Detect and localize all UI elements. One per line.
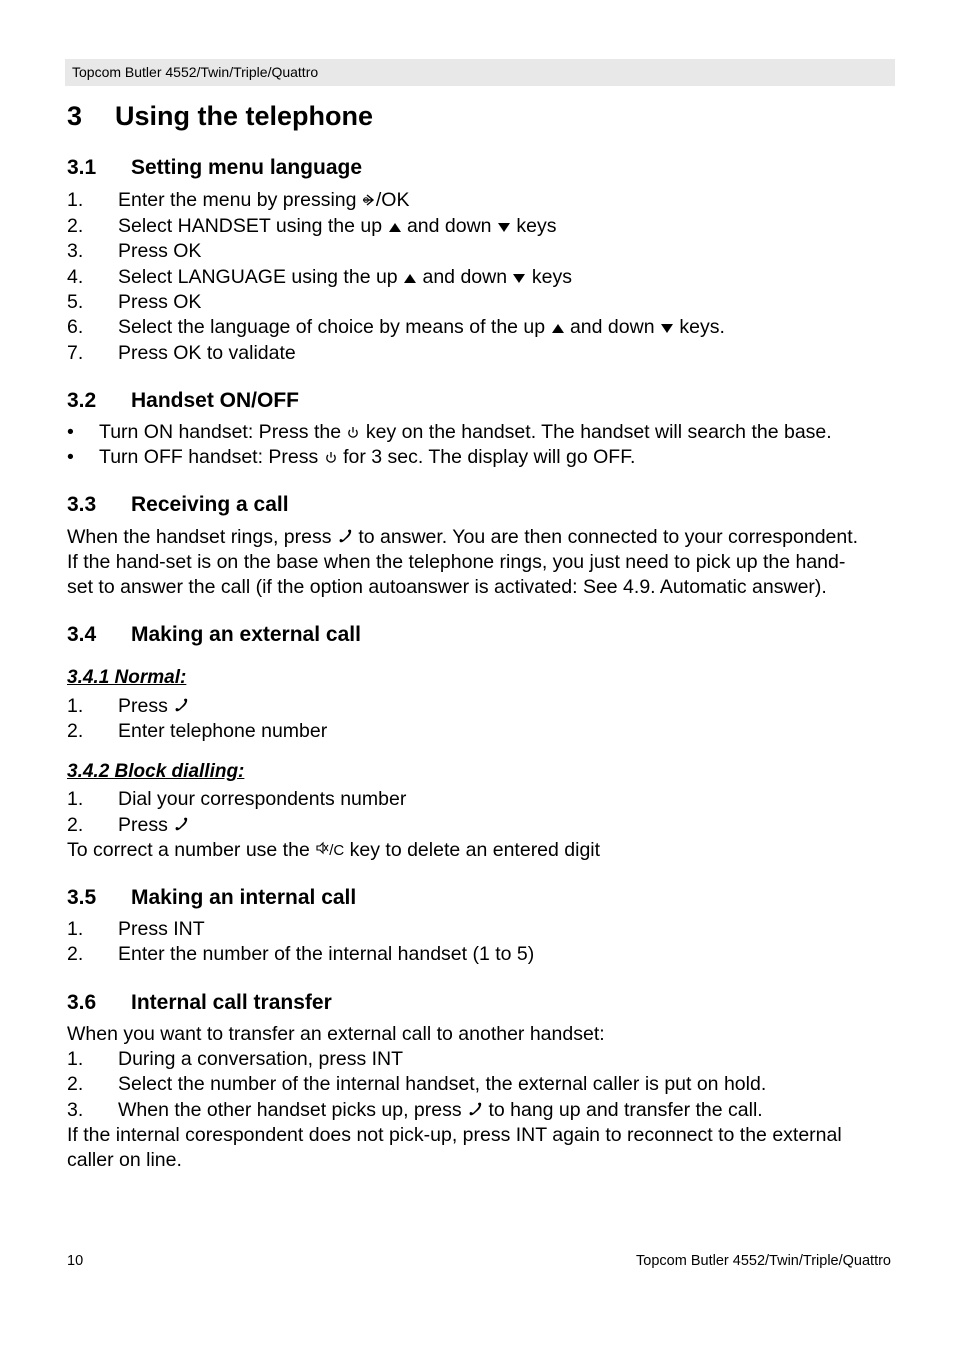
step-number: 3. xyxy=(67,240,84,262)
step-number: 1. xyxy=(67,189,84,211)
section-number: 3.3 xyxy=(67,493,97,516)
step-number: 1. xyxy=(67,918,84,940)
section-number: 3.2 xyxy=(67,389,97,412)
step-text: Dial your correspondents number xyxy=(118,788,407,810)
section-title: Making an internal call xyxy=(131,886,357,909)
paragraph-line xyxy=(67,838,600,863)
section-heading-3-4 xyxy=(67,623,361,647)
bullet-text: Turn OFF handset: Press xyxy=(99,446,324,468)
list-item xyxy=(67,188,409,213)
list-item xyxy=(67,214,556,239)
list-item xyxy=(67,265,572,290)
step-number: 2. xyxy=(67,720,84,742)
up-arrow-icon xyxy=(388,215,402,239)
bullet: • xyxy=(67,446,74,468)
chapter-title xyxy=(67,101,373,132)
step-text: and down xyxy=(564,316,660,338)
section-heading-3-3 xyxy=(67,493,289,517)
subsection-heading-3-4-2: 3.4.2 Block dialling: xyxy=(67,761,245,782)
list-item xyxy=(67,813,189,838)
down-arrow-icon xyxy=(497,215,511,239)
step-number: 1. xyxy=(67,695,84,717)
step-number: 2. xyxy=(67,814,84,836)
step-text: keys xyxy=(526,266,572,288)
paragraph-text: When the handset rings, press xyxy=(67,526,337,548)
step-text: Press OK to validate xyxy=(118,342,296,364)
step-number: 3. xyxy=(67,1099,84,1121)
paragraph-text: If the internal corespondent does not pick-up, press INT again to reconnect to the external xyxy=(67,1124,842,1146)
step-text: /OK xyxy=(375,189,410,211)
step-number: 5. xyxy=(67,291,84,313)
paragraph-text: caller on line. xyxy=(67,1149,182,1171)
page-number: 10 xyxy=(67,1253,84,1269)
step-number: 1. xyxy=(67,1048,84,1070)
menu-key-icon xyxy=(362,189,376,213)
section-heading-3-5 xyxy=(67,886,356,910)
page-header xyxy=(65,59,895,86)
step-text: to hang up and transfer the call. xyxy=(483,1099,763,1121)
step-text: and down xyxy=(417,266,513,288)
list-item xyxy=(67,341,296,365)
list-item xyxy=(67,239,201,263)
section-title: Internal call transfer xyxy=(131,991,332,1014)
down-arrow-icon xyxy=(512,266,526,290)
step-text: Press xyxy=(118,814,174,836)
step-text: Enter telephone number xyxy=(118,720,328,742)
chapter-title-text: Using the telephone xyxy=(115,101,374,131)
step-text: Press xyxy=(118,695,174,717)
list-item xyxy=(67,719,327,743)
section-number: 3.1 xyxy=(67,156,97,179)
phone-handset-icon xyxy=(173,695,189,719)
step-number: 4. xyxy=(67,266,84,288)
footer-product: Topcom Butler 4552/Twin/Triple/Quattro xyxy=(636,1253,891,1269)
section-title: Setting menu language xyxy=(131,156,363,179)
list-item xyxy=(67,315,725,340)
bullet-text: Turn ON handset: Press the xyxy=(99,421,347,443)
list-item xyxy=(67,1047,403,1071)
step-number: 2. xyxy=(67,943,84,965)
step-text: keys. xyxy=(673,316,725,338)
step-number: 1. xyxy=(67,788,84,810)
bullet: • xyxy=(67,421,74,443)
section-heading-3-6 xyxy=(67,991,332,1015)
section-number: 3.6 xyxy=(67,991,97,1014)
step-number: 6. xyxy=(67,316,84,338)
section-heading-3-1 xyxy=(67,156,362,180)
step-text: and down xyxy=(401,215,497,237)
phone-handset-icon xyxy=(337,526,353,550)
section-heading-3-2 xyxy=(67,389,299,413)
paragraph-text: set to answer the call (if the option autoanswer is activated: See 4.9. Automatic answer). xyxy=(67,576,827,598)
list-item xyxy=(67,787,406,811)
bullet-text: for 3 sec. The display will go OFF. xyxy=(337,446,636,468)
phone-handset-icon xyxy=(173,814,189,838)
power-key-icon xyxy=(324,446,338,470)
paragraph-line xyxy=(67,1022,605,1046)
list-item xyxy=(67,420,832,445)
list-item xyxy=(67,445,635,470)
step-text: Enter the menu by pressing xyxy=(118,189,362,211)
step-text: Select the number of the internal handset, the external caller is put on hold. xyxy=(118,1073,767,1095)
paragraph-text: To correct a number use the xyxy=(67,839,316,861)
paragraph-line xyxy=(67,1123,842,1147)
paragraph-text: When you want to transfer an external call to another handset: xyxy=(67,1023,605,1045)
step-number: 2. xyxy=(67,215,84,237)
step-number: 7. xyxy=(67,342,84,364)
bullet-text: key on the handset. The handset will search the base. xyxy=(360,421,832,443)
header-text: Topcom Butler 4552/Twin/Triple/Quattro xyxy=(72,64,319,80)
section-number: 3.5 xyxy=(67,886,97,909)
step-text: keys xyxy=(510,215,557,237)
list-item xyxy=(67,694,189,719)
paragraph-line xyxy=(67,525,858,550)
phone-handset-icon xyxy=(467,1099,483,1123)
paragraph-text: to answer. You are then connected to your correspondent. xyxy=(352,526,859,548)
paragraph-text: key to delete an entered digit xyxy=(344,839,601,861)
paragraph-line xyxy=(67,575,827,599)
step-text: Select LANGUAGE using the up xyxy=(118,266,404,288)
paragraph-text: If the hand-set is on the base when the telephone rings, you just need to pick up the hand- xyxy=(67,551,846,573)
section-number: 3.4 xyxy=(67,623,97,646)
step-text: Press OK xyxy=(118,240,202,262)
step-text: Enter the number of the internal handset (1 to 5) xyxy=(118,943,535,965)
step-number: 2. xyxy=(67,1073,84,1095)
section-title: Handset ON/OFF xyxy=(131,389,300,412)
list-item xyxy=(67,942,534,966)
up-arrow-icon xyxy=(551,316,565,340)
subsection-heading-3-4-1: 3.4.1 Normal: xyxy=(67,667,187,688)
list-item xyxy=(67,290,201,314)
step-text: Select HANDSET using the up xyxy=(118,215,388,237)
list-item xyxy=(67,1072,766,1096)
up-arrow-icon xyxy=(403,266,417,290)
down-arrow-icon xyxy=(660,316,674,340)
mute-clear-key-icon xyxy=(315,839,344,863)
paragraph-line xyxy=(67,1148,182,1172)
step-text: When the other handset picks up, press xyxy=(118,1099,468,1121)
step-text: During a conversation, press INT xyxy=(118,1048,404,1070)
step-text: Press OK xyxy=(118,291,202,313)
clear-key-label: /C xyxy=(329,841,345,859)
paragraph-line xyxy=(67,550,845,574)
list-item xyxy=(67,1098,763,1123)
chapter-number: 3 xyxy=(67,101,83,131)
power-key-icon xyxy=(346,421,360,445)
step-text: Press INT xyxy=(118,918,205,940)
section-title: Making an external call xyxy=(131,623,361,646)
step-text: Select the language of choice by means of the up xyxy=(118,316,551,338)
section-title: Receiving a call xyxy=(131,493,289,516)
list-item xyxy=(67,917,205,941)
